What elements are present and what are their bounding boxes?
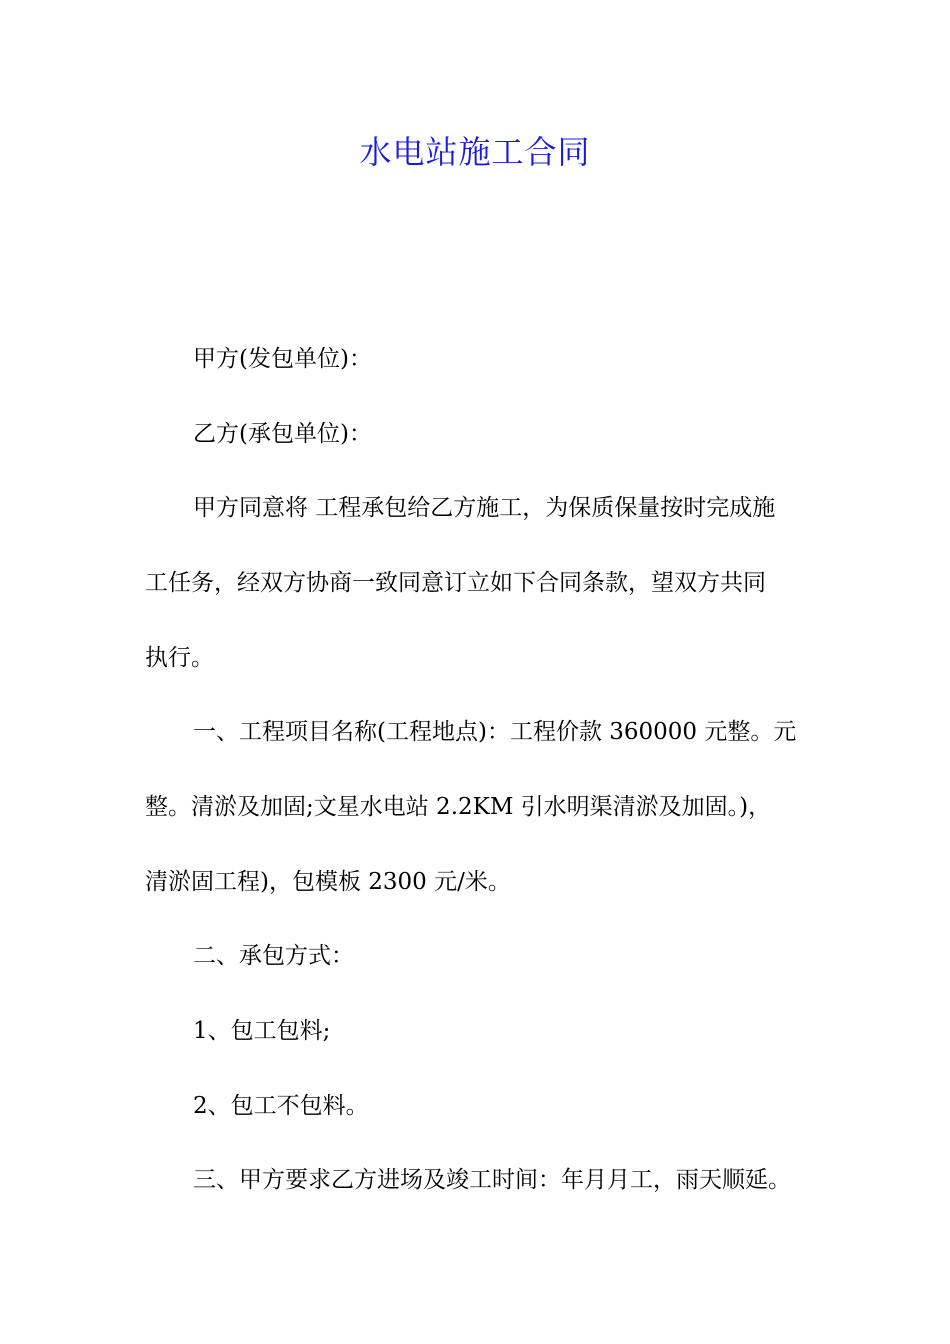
party-a-line: 甲方(发包单位)：	[193, 346, 372, 372]
agreement-paragraph-line-2: 工任务，经双方协商一致同意订立如下合同条款，望双方共同	[145, 570, 766, 596]
clause-1-line-1: 一、工程项目名称(工程地点)：工程价款 360000 元整。元	[193, 719, 797, 745]
party-b-line: 乙方(承包单位)：	[193, 421, 372, 447]
agreement-paragraph-line-1: 甲方同意将 工程承包给乙方施工，为保质保量按时完成施	[193, 495, 776, 521]
agreement-paragraph-line-3: 执行。	[145, 645, 214, 671]
clause-1-line-3: 清淤固工程)，包模板 2300 元/米。	[145, 869, 511, 895]
clause-1-line-2: 整。清淤及加固;文星水电站 2.2KM 引水明渠清淤及加固。)，	[145, 794, 772, 820]
clause-2-item-2: 2、包工不包料。	[193, 1093, 369, 1119]
clause-2-heading: 二、承包方式：	[193, 943, 354, 969]
document-title: 水电站施工合同	[359, 133, 591, 171]
clause-2-item-1: 1、包工包料;	[193, 1018, 331, 1044]
clause-3-line: 三、甲方要求乙方进场及竣工时间：年月月工，雨天顺延。	[193, 1167, 791, 1193]
